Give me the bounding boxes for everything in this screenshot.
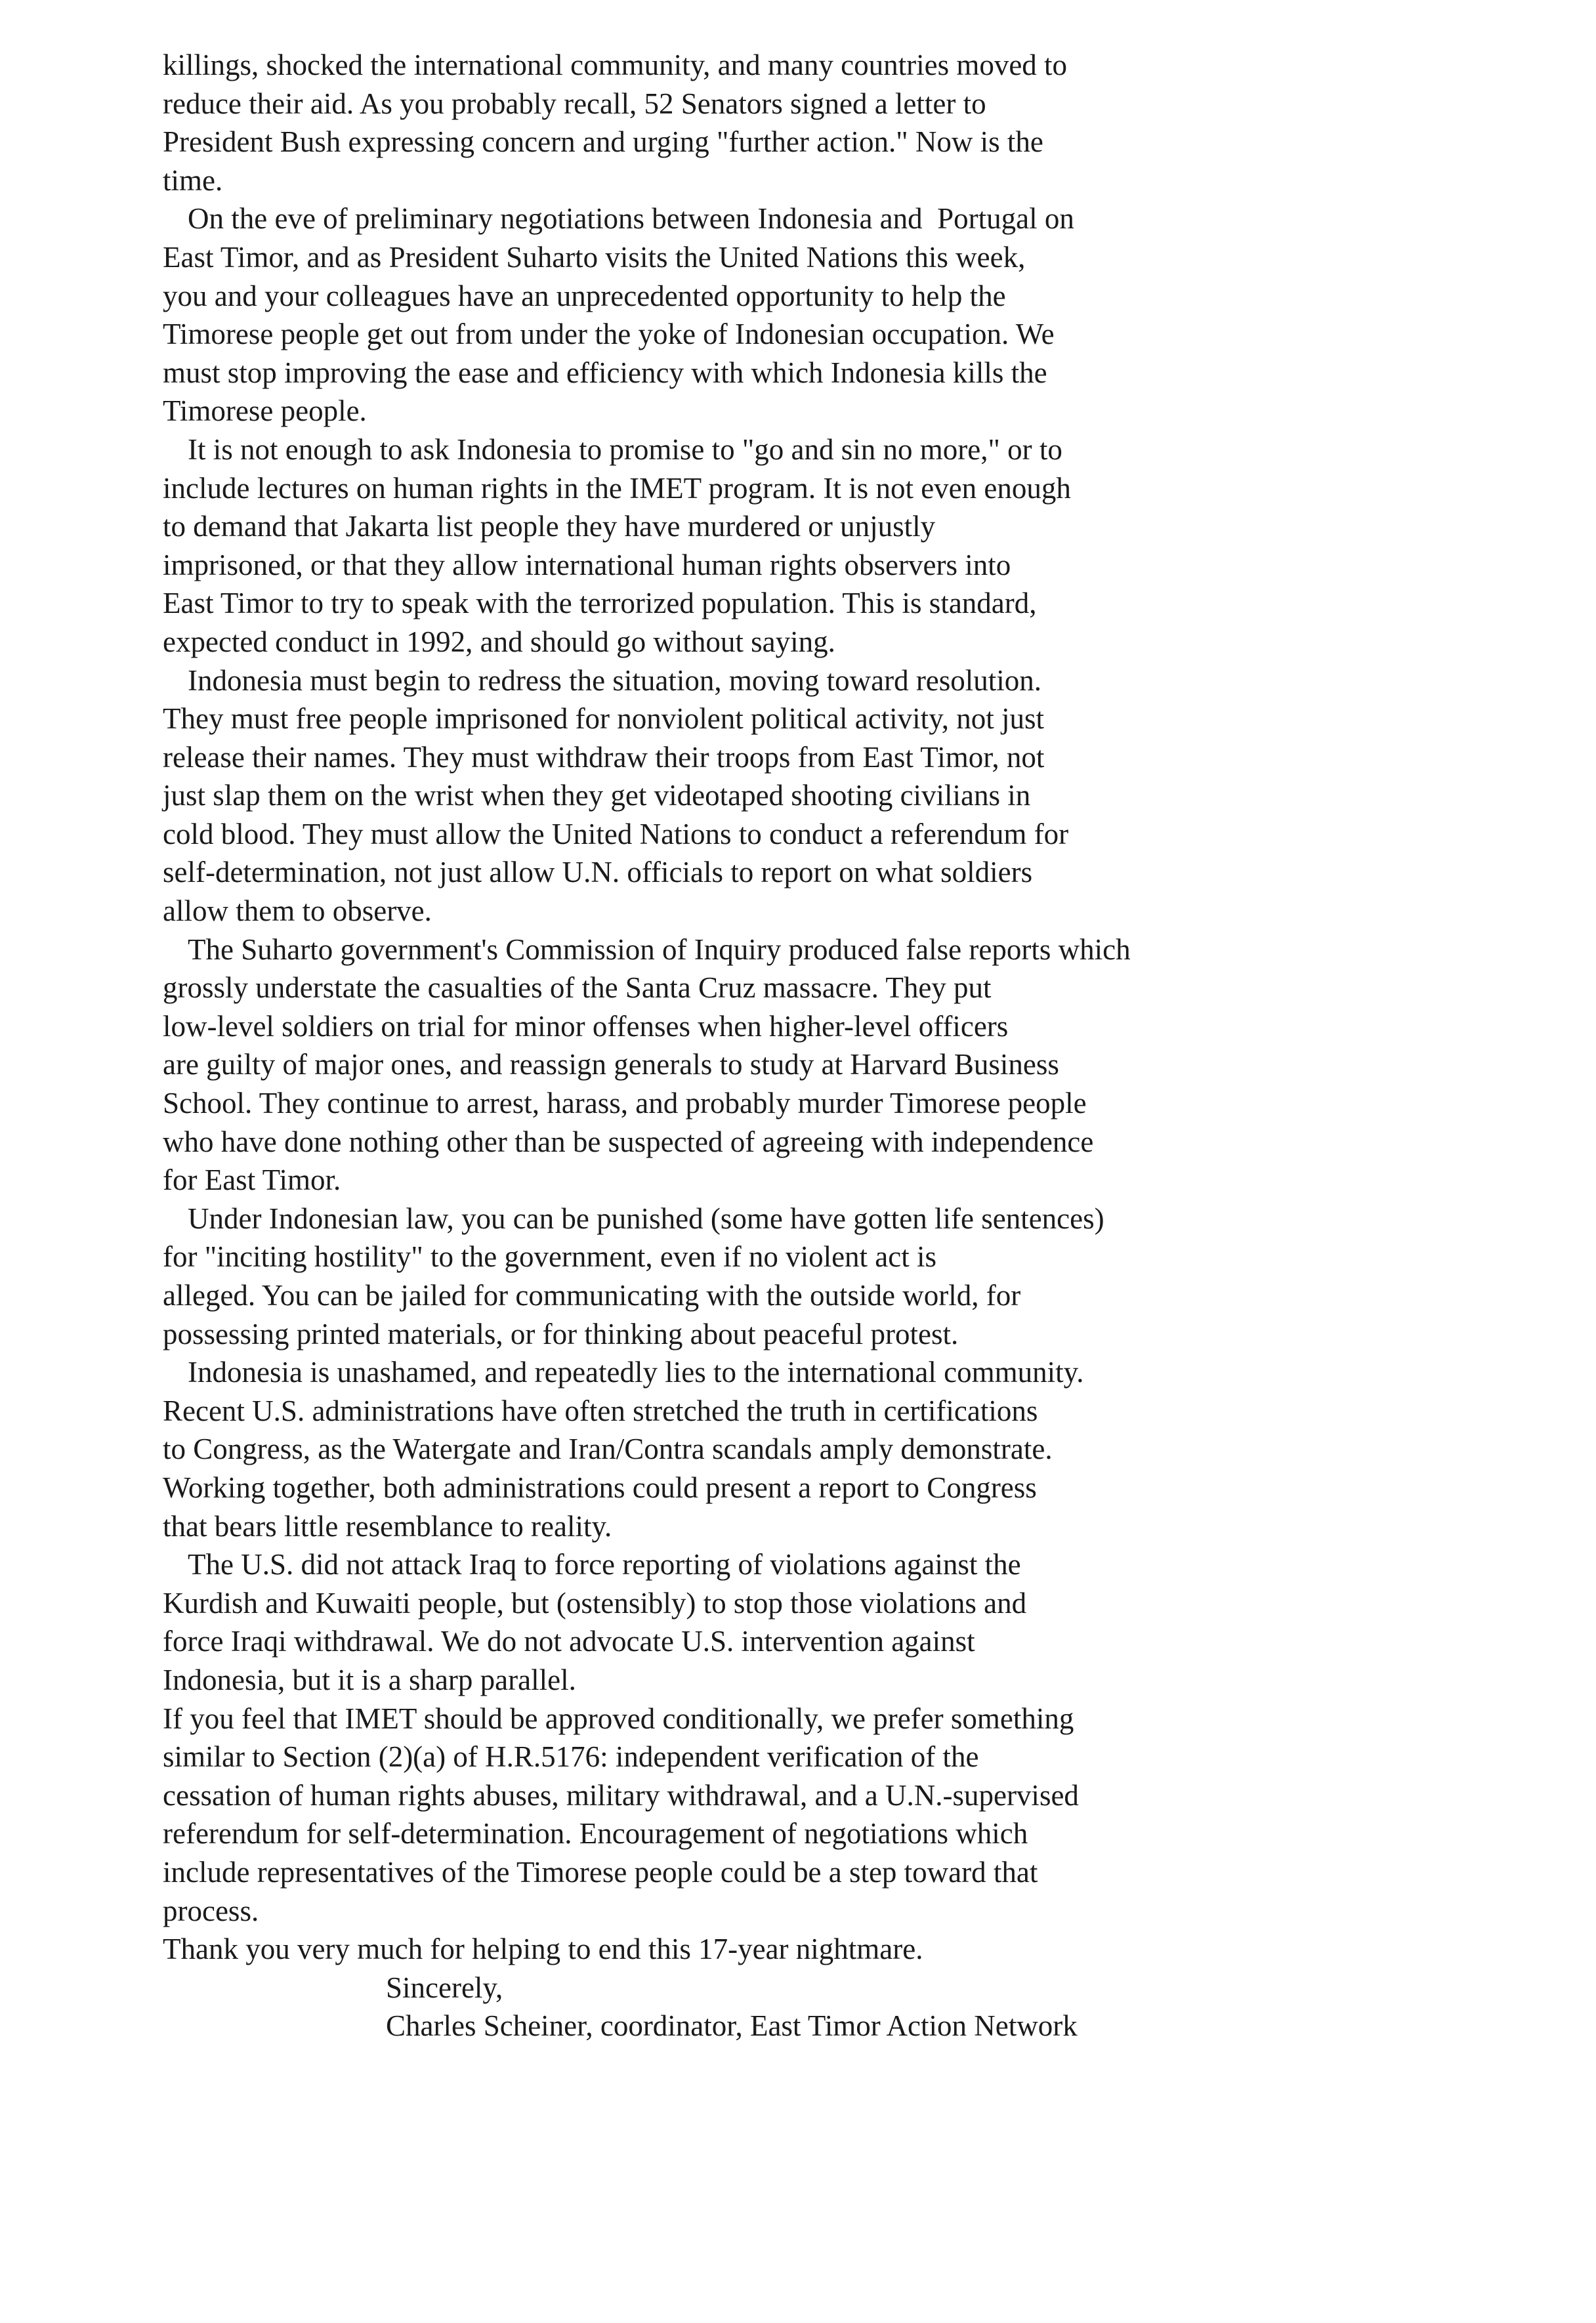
text-line: Kurdish and Kuwaiti people, but (ostensibly) to stop those violations and xyxy=(163,1586,1027,1620)
text-line: time. xyxy=(163,163,223,197)
text-line: are guilty of major ones, and reassign generals to study at Harvard Business xyxy=(163,1048,1059,1081)
text-line: to demand that Jakarta list people they have murdered or unjustly xyxy=(163,510,936,543)
text-line: killings, shocked the international community, and many countries moved to xyxy=(163,49,1068,81)
text-line: Timorese people. xyxy=(163,394,367,428)
text-line: that bears little resemblance to reality. xyxy=(163,1509,612,1543)
text-line: force Iraqi withdrawal. We do not advocate U.S. intervention against xyxy=(163,1625,975,1658)
text-line: On the eve of preliminary negotiations between Indonesia and Portugal on xyxy=(188,202,1074,236)
text-line: just slap them on the wrist when they get videotaped shooting civilians in xyxy=(163,779,1031,812)
text-line: allow them to observe. xyxy=(163,894,432,928)
text-line: Indonesia is unashamed, and repeatedly lies to the international community. xyxy=(188,1356,1084,1389)
text-line: imprisoned, or that they allow international human rights observers into xyxy=(163,548,1011,581)
text-line: grossly understate the casualties of the Santa Cruz massacre. They put xyxy=(163,971,992,1005)
text-line: for East Timor. xyxy=(163,1163,341,1197)
text-line: Under Indonesian law, you can be punished (some have gotten life sentences) xyxy=(188,1202,1104,1235)
text-line: They must free people imprisoned for nonviolent political activity, not just xyxy=(163,702,1045,736)
text-line: The U.S. did not attack Iraq to force reporting of violations against the xyxy=(188,1548,1021,1581)
text-line: East Timor, and as President Suharto visits the United Nations this week, xyxy=(163,240,1026,274)
text-line: cold blood. They must allow the United Nations to conduct a referendum for xyxy=(163,817,1069,850)
closing-line: Sincerely, xyxy=(386,1971,503,2004)
text-line: low-level soldiers on trial for minor offenses when higher-level officers xyxy=(163,1009,1009,1043)
letter-body xyxy=(163,46,1318,2045)
text-line: Indonesia, but it is a sharp parallel. xyxy=(163,1663,576,1696)
text-line: expected conduct in 1992, and should go without saying. xyxy=(163,625,835,658)
text-line: must stop improving the ease and efficiency with which Indonesia kills the xyxy=(163,356,1047,389)
text-line: for "inciting hostility" to the government, even if no violent act is xyxy=(163,1240,937,1274)
text-line: It is not enough to ask Indonesia to promise to "go and sin no more," or to xyxy=(188,432,1062,466)
text-line: Working together, both administrations could present a report to Congress xyxy=(163,1471,1037,1504)
text-line: alleged. You can be jailed for communicating with the outside world, for xyxy=(163,1279,1021,1312)
text-line: process. xyxy=(163,1894,259,1927)
text-line: release their names. They must withdraw their troops from East Timor, not xyxy=(163,740,1045,774)
text-line: possessing printed materials, or for thinking about peaceful protest. xyxy=(163,1317,959,1350)
text-line: referendum for self-determination. Encouragement of negotiations which xyxy=(163,1817,1028,1851)
text-line: The Suharto government's Commission of Inquiry produced false reports which xyxy=(188,932,1131,966)
text-line: cessation of human rights abuses, military withdrawal, and a U.N.-supervised xyxy=(163,1778,1079,1812)
text-line: Indonesia must begin to redress the situation, moving toward resolution. xyxy=(188,663,1042,697)
text-line: self-determination, not just allow U.N. officials to report on what soldiers xyxy=(163,856,1033,889)
text-line: include lectures on human rights in the IMET program. It is not even enough xyxy=(163,471,1071,505)
text-line: Timorese people get out from under the yoke of Indonesian occupation. We xyxy=(163,318,1055,351)
text-line: If you feel that IMET should be approved conditionally, we prefer something xyxy=(163,1702,1074,1735)
text-line: similar to Section (2)(a) of H.R.5176: independent verification of the xyxy=(163,1740,979,1774)
text-line: Recent U.S. administrations have often stretched the truth in certifications xyxy=(163,1394,1038,1427)
signature-line: Charles Scheiner, coordinator, East Timor Action Network xyxy=(386,2009,1078,2043)
text-line: who have done nothing other than be suspected of agreeing with independence xyxy=(163,1125,1094,1158)
text-line: to Congress, as the Watergate and Iran/Contra scandals amply demonstrate. xyxy=(163,1433,1053,1466)
text-line: President Bush expressing concern and urging "further action." Now is the xyxy=(163,125,1043,159)
text-line: School. They continue to arrest, harass, and probably murder Timorese people xyxy=(163,1087,1087,1120)
text-line: include representatives of the Timorese people could be a step toward that xyxy=(163,1855,1038,1889)
text-line: you and your colleagues have an unprecedented opportunity to help the xyxy=(163,279,1006,312)
text-line: reduce their aid. As you probably recall, 52 Senators signed a letter to xyxy=(163,87,986,120)
text-line: East Timor to try to speak with the terrorized population. This is standard, xyxy=(163,587,1037,620)
text-line: Thank you very much for helping to end this 17-year nightmare. xyxy=(163,1933,923,1966)
